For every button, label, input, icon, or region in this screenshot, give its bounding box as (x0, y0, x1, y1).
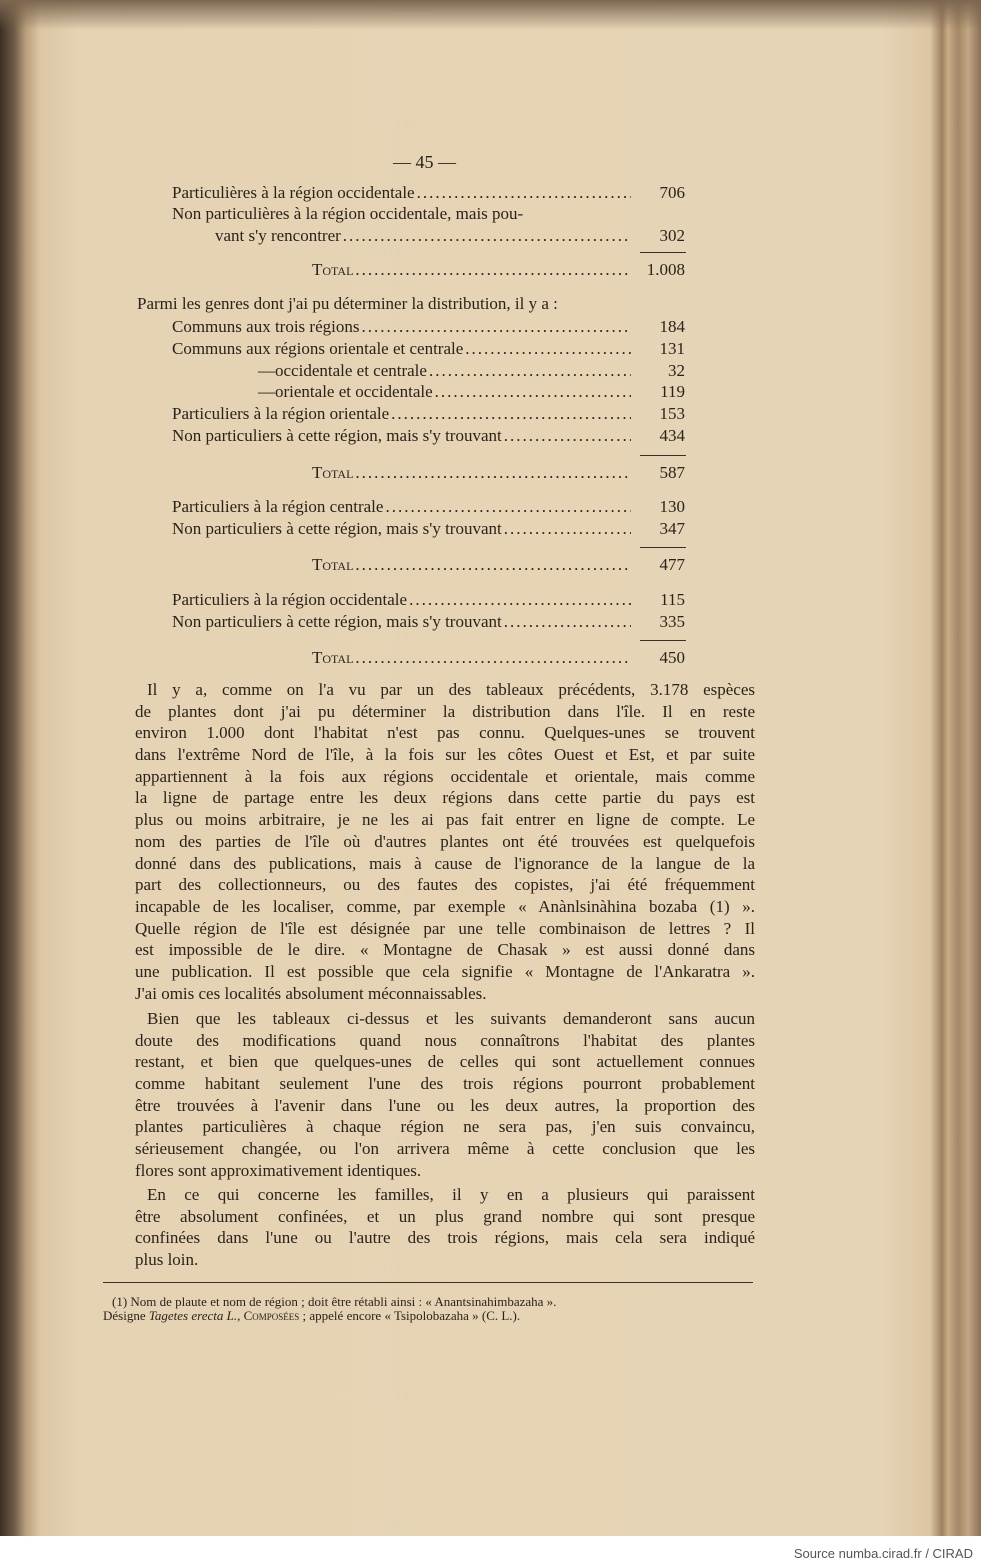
total-row (312, 463, 685, 483)
row-label-text: occidentale et centrale (275, 361, 427, 380)
text-line: Il y a, comme on l'a vu par un des tableaux précédents, 3.178 espèces (147, 680, 755, 699)
row-label-text: Particuliers à la région orientale (172, 404, 390, 423)
text-line: confinées dans l'une ou l'autre des trois régions, mais cela sera indiqué (135, 1228, 755, 1248)
footnote-rule (103, 1282, 753, 1283)
dot-leader (435, 382, 631, 402)
total-row (312, 648, 685, 668)
text-line: sérieusement changée, ou l'on arrivera même à cette conclusion que les (135, 1139, 755, 1159)
row-value: 32 (668, 361, 685, 380)
text-line: plantes particulières à chaque région ne sera pas, j'en suis convaincu, (135, 1117, 755, 1137)
text-line: flores sont approximativement identiques. (135, 1160, 422, 1180)
dot-leader (361, 317, 631, 337)
row-value: 347 (659, 519, 685, 538)
dot-leader (417, 183, 631, 203)
page-number: — 45 — (393, 152, 456, 172)
table-row (215, 226, 685, 246)
row-value: 706 (659, 183, 685, 202)
row-label (172, 519, 502, 539)
row-label (172, 183, 415, 203)
row-value: 587 (659, 463, 685, 482)
dot-leader (504, 519, 631, 539)
row-value: 184 (659, 317, 685, 336)
row-label-text: Particuliers à la région occidentale (172, 590, 408, 609)
paragraph (135, 1008, 755, 1182)
dot-leader (429, 361, 631, 381)
footnote-line-2 (103, 1309, 763, 1323)
row-label-text: Particulières à la région occidentale (172, 183, 415, 202)
text-line: nom des parties de l'île où d'autres plantes ont été trouvées est quelquefois (135, 831, 755, 851)
text-line: incapable de les localiser, comme, par exemple « Anànlsinàhina bozaba (1) ». (135, 896, 755, 916)
text-line: la ligne de partage entre les deux régions dans cette partie du pays est (135, 788, 755, 808)
text-line: plus loin. (135, 1250, 199, 1270)
row-label-text: Communs aux régions orientale et centrale (172, 339, 464, 358)
total-row (312, 260, 685, 280)
row-label-text: Non particulières à la région occidentale, mais pou- (172, 204, 524, 223)
table-row (172, 317, 685, 337)
ditto-dash: — (258, 382, 275, 401)
row-value: 450 (659, 648, 685, 667)
row-value: 302 (659, 226, 685, 245)
row-label (172, 590, 407, 610)
text-line: être trouvées à l'avenir dans l'une ou les deux autres, la proportion des (135, 1095, 755, 1115)
dot-leader (465, 339, 631, 359)
row-label-text: Total (312, 463, 354, 482)
text-line: En ce qui concerne les familles, il y en a plusieurs qui paraissent (147, 1185, 755, 1204)
row-label (312, 260, 353, 280)
row-value: 434 (659, 426, 685, 445)
row-value: 131 (659, 339, 685, 358)
text-line: est impossible de le dire. « Montagne de Chasak » est aussi donné dans (135, 940, 755, 960)
text-line: une publication. Il est possible que cela signifie « Montagne de l'Ankaratra ». (135, 961, 755, 981)
text-line: comme habitant seulement l'une des trois régions pourront probablement (135, 1074, 755, 1094)
row-label-text: Communs aux trois régions (172, 317, 360, 336)
dot-leader (355, 463, 631, 483)
text-line: Quelle région de l'île est désignée par une telle combinaison de lettres ? Il (135, 918, 755, 938)
table-row (172, 519, 685, 539)
text-line: Bien que les tableaux ci-dessus et les suivants demanderont sans aucun (147, 1009, 755, 1028)
sum-rule (640, 455, 686, 456)
row-label (312, 463, 353, 483)
row-label (258, 361, 427, 381)
row-label-text: Non particuliers à cette région, mais s'y trouvant (172, 612, 502, 631)
row-label-text: Non particuliers à cette région, mais s'y trouvant (172, 519, 502, 538)
text-line: donné dans des publications, mais à cause de l'ignorance de la langue de la (135, 853, 755, 873)
row-value: 130 (659, 497, 685, 516)
row-label (172, 426, 502, 446)
text-line: restant, et bien que quelques-unes de celles qui sont actuellement connues (135, 1052, 755, 1072)
table-row (258, 382, 685, 402)
dot-leader (504, 612, 631, 632)
row-label (172, 497, 383, 517)
sum-rule (640, 252, 686, 253)
sum-rule (640, 547, 686, 548)
row-label (312, 648, 353, 668)
footnote-family: Composées (240, 1308, 300, 1323)
table-row (172, 590, 685, 610)
row-label (172, 204, 523, 224)
table-row (172, 612, 685, 632)
row-value (639, 204, 685, 224)
row-label-text: Non particuliers à cette région, mais s'y trouvant (172, 426, 502, 445)
intro-line: Parmi les genres dont j'ai pu déterminer la distribution, il y a : (137, 294, 558, 313)
row-label-text: Particuliers à la région centrale (172, 497, 384, 516)
table-row (172, 339, 685, 359)
text-line: appartiennent à la fois aux régions occidentale et orientale, mais comme (135, 766, 755, 786)
table-row (172, 404, 685, 424)
paragraph (135, 679, 755, 1004)
table-row (172, 204, 685, 224)
table-row (172, 183, 685, 203)
row-value: 153 (659, 404, 685, 423)
text-line: plus ou moins arbitraire, je ne les ai pas fait entrer en ligne de compte. Le (135, 810, 755, 830)
row-label (172, 339, 463, 359)
text-line: environ 1.000 dont l'habitat n'est pas connu. Quelques-unes se trouvent (135, 723, 755, 743)
source-credit: Source numba.cirad.fr / CIRAD (793, 1546, 973, 1561)
dot-leader (355, 555, 631, 575)
dot-leader (343, 226, 631, 246)
table-row (258, 361, 685, 381)
row-label (258, 382, 433, 402)
row-value: 477 (659, 555, 685, 574)
row-value: 1.008 (646, 260, 685, 279)
dot-leader (409, 590, 631, 610)
dot-leader (504, 426, 631, 446)
row-label (172, 404, 389, 424)
dot-leader (391, 404, 631, 424)
text-line: de plantes dont j'ai pu déterminer la distribution dans l'île. Il en reste (135, 701, 755, 721)
footnote-text: ; appelé encore « Tsipolobazaha » (C. L.). (299, 1308, 521, 1323)
row-label (312, 555, 353, 575)
dot-leader (355, 648, 631, 668)
dot-leader (355, 260, 631, 280)
row-value: 335 (659, 612, 685, 631)
text-line: doute des modifications quand nous connaîtrons l'habitat des plantes (135, 1030, 755, 1050)
paragraph (135, 1184, 755, 1271)
footnote-species: Tagetes erecta L., (148, 1308, 241, 1323)
table-row (172, 497, 685, 517)
row-label-text: Total (312, 648, 354, 667)
row-label-text: Total (312, 555, 354, 574)
row-value: 115 (660, 590, 685, 609)
row-label (172, 612, 502, 632)
text-line: dans l'extrême Nord de l'île, à la fois sur les côtes Ouest et Est, et par suite (135, 745, 755, 765)
row-value: 119 (660, 382, 685, 401)
table-row (172, 426, 685, 446)
text-line: J'ai omis ces localités absolument méconnaissables. (135, 983, 487, 1003)
row-label (172, 317, 359, 337)
row-label-text: vant s'y rencontrer (215, 226, 341, 245)
ditto-dash: — (258, 361, 275, 380)
row-label-text: orientale et occidentale (275, 382, 433, 401)
dot-leader (385, 497, 631, 517)
total-row (312, 555, 685, 575)
row-label (215, 226, 341, 246)
text-line: être absolument confinées, et un plus grand nombre qui sont presque (135, 1206, 755, 1226)
footnote-line-1: (1) Nom de plaute et nom de région ; doit être rétabli ainsi : « Anantsinahimbazaha ». (112, 1294, 557, 1309)
footnote-text: Désigne (103, 1308, 149, 1323)
row-label-text: Total (312, 260, 354, 279)
sum-rule (640, 640, 686, 641)
text-line: part des collectionneurs, ou des fautes des copistes, j'ai été fréquemment (135, 875, 755, 895)
